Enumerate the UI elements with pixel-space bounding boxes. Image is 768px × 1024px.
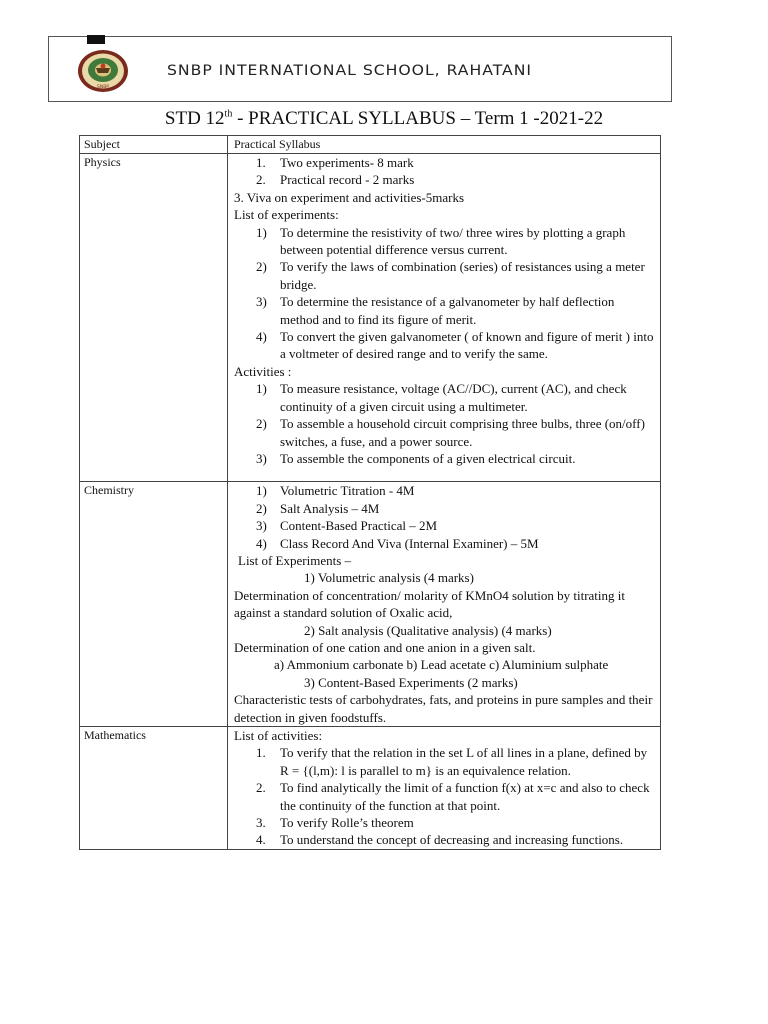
table-row-chemistry	[80, 482, 661, 727]
table-row-mathematics	[80, 727, 661, 850]
chemistry-exp3-description: Characteristic tests of carbohydrates, fats, and proteins in pure samples and their detection in given foodstuffs.	[234, 692, 653, 725]
subject-chemistry: Chemistry	[80, 482, 228, 727]
cell-spacer	[234, 467, 656, 481]
chemistry-experiments-heading: List of Experiments –	[238, 552, 352, 568]
syllabus-table	[79, 135, 661, 850]
list-item: 3) Content-Based Practical – 2M	[256, 518, 438, 534]
physics-experiments-heading: List of experiments:	[234, 207, 339, 223]
list-item: 2) Salt Analysis – 4M	[256, 500, 380, 516]
list-item: 1) To determine the resistivity of two/ three wires by plotting a graph between potential difference versus current.	[256, 224, 626, 258]
chemistry-exp2-salts: a) Ammonium carbonate b) Lead acetate c) Aluminium sulphate	[274, 657, 609, 673]
list-item: 1) Volumetric Titration - 4M	[256, 483, 415, 499]
list-item: 2) To assemble a household circuit comprising three bulbs, three (on/off) switches, a fuse, and a power source.	[256, 416, 645, 449]
list-item: 2) To verify the laws of combination (series) of resistances using a meter bridge.	[256, 259, 645, 292]
table-header-row	[80, 136, 661, 154]
chemistry-exp1-description: Determination of concentration/ molarity of KMnO4 solution by titrating it against a standard solution of Oxalic acid,	[234, 587, 626, 621]
list-item: 3) To determine the resistance of a galvanometer by half deflection method and to find its figure of merit.	[256, 294, 615, 327]
physics-syllabus	[228, 154, 661, 482]
list-item: 1) To measure resistance, voltage (AC//DC), current (AC), and check continuity of a given circuit using a multimeter.	[256, 381, 627, 414]
list-item: 2. To find analytically the limit of a function f(x) at x=c and also to check the continuity of the function at that point.	[256, 780, 650, 813]
subject-physics: Physics	[80, 154, 228, 482]
physics-viva-line: 3. Viva on experiment and activities-5marks	[234, 189, 465, 205]
column-header-subject: Subject	[80, 136, 228, 154]
subject-mathematics: Mathematics	[80, 727, 228, 850]
list-item: 2. Practical record - 2 marks	[256, 172, 415, 188]
chemistry-exp1-title: 1) Volumetric analysis (4 marks)	[304, 570, 474, 586]
list-item: 1. To verify that the relation in the set L of all lines in a plane, defined by R = {(l,m): l is parallel to m} is an equivalence relation.	[256, 745, 648, 778]
page-title: STD 12th - PRACTICAL SYLLABUS – Term 1 -2021-22	[164, 108, 604, 129]
list-item: 4) Class Record And Viva (Internal Examiner) – 5M	[256, 535, 539, 551]
table-row-physics	[80, 154, 661, 482]
school-logo	[77, 49, 129, 93]
chemistry-exp3-title: 3) Content-Based Experiments (2 marks)	[304, 674, 518, 690]
mathematics-activities-heading: List of activities:	[234, 728, 323, 743]
chemistry-exp2-title: 2) Salt analysis (Qualitative analysis) (4 marks)	[304, 622, 552, 638]
list-item: 1. Two experiments- 8 mark	[256, 155, 414, 170]
school-header	[48, 36, 672, 102]
school-name: SNBP INTERNATIONAL SCHOOL, RAHATANI	[167, 63, 532, 79]
column-header-practical-syllabus: Practical Syllabus	[228, 136, 661, 154]
mathematics-syllabus	[228, 727, 661, 850]
physics-activities-heading: Activities :	[234, 363, 292, 379]
list-item: 3. To verify Rolle’s theorem	[256, 815, 414, 831]
list-item: 4. To understand the concept of decreasing and increasing functions.	[256, 832, 624, 848]
svg-text:SNBP: SNBP	[96, 85, 110, 90]
list-item: 4) To convert the given galvanometer ( of known and figure of merit ) into a voltmeter of desired range and to verify the same.	[256, 329, 654, 362]
header-tab-marker	[87, 35, 105, 44]
list-item: 3) To assemble the components of a given electrical circuit.	[256, 450, 576, 466]
chemistry-syllabus	[228, 482, 661, 727]
chemistry-exp2-description: Determination of one cation and one anion in a given salt.	[234, 639, 536, 655]
